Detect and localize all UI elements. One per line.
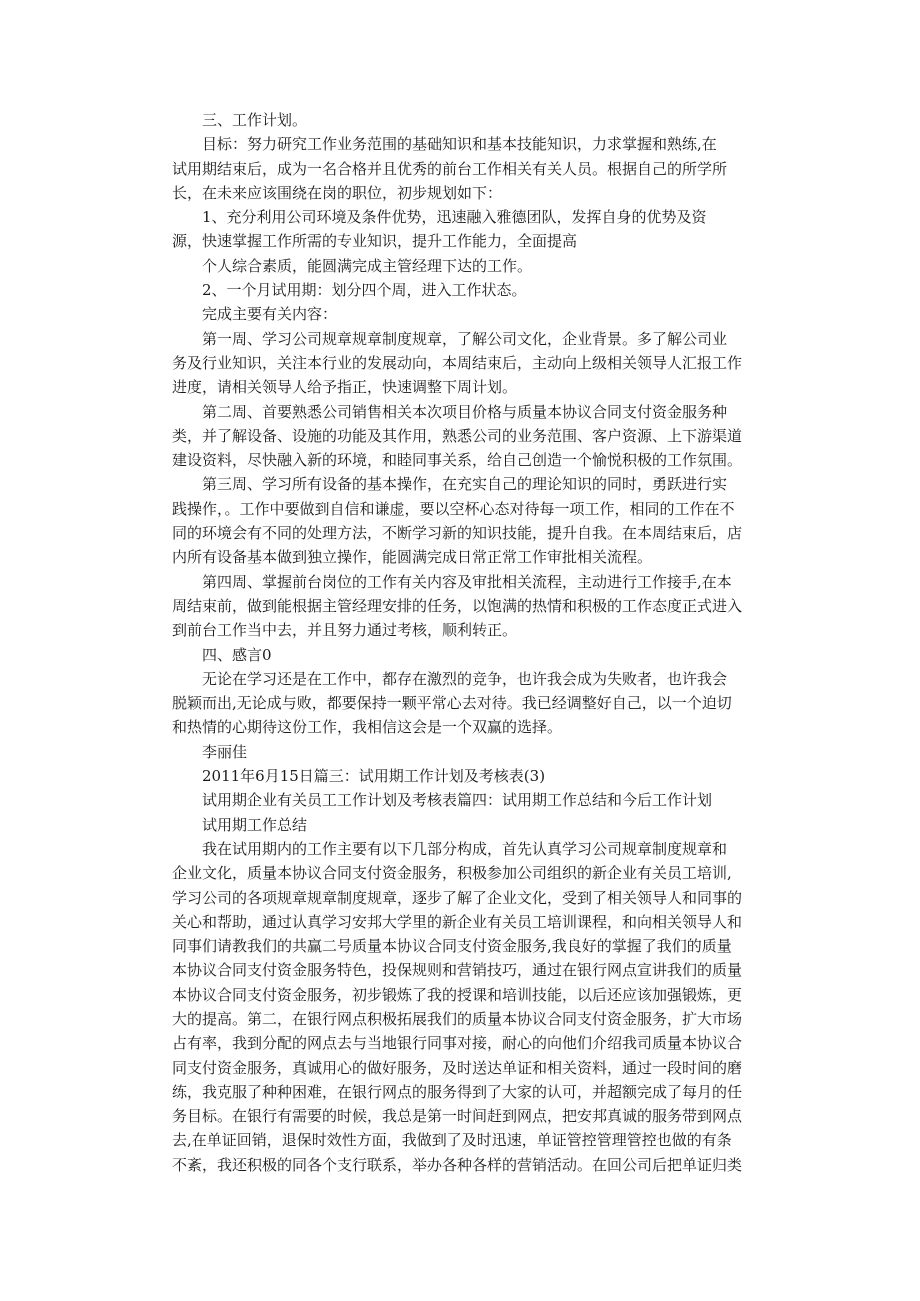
text-line: 四、感言0 bbox=[202, 645, 272, 664]
text-line: 第二周、首要熟悉公司销售相关本次项目价格与质量本协议合同支付资金服务种 bbox=[202, 402, 728, 421]
text-line: 去,在单证回销，退保时效性方面，我做到了及时迅速，单证管控管理管控也做的有条 bbox=[172, 1131, 732, 1150]
text-line: 关心和帮助，通过认真学习安邦大学里的新企业有关员工培训课程，和向相关领导人和 bbox=[172, 912, 743, 931]
text-line: 和热情的心期待这份工作，我相信这会是一个双赢的选择。 bbox=[172, 718, 563, 737]
text-line: 源，快速掌握工作所需的专业知识，提升工作能力，全面提高 bbox=[172, 232, 578, 251]
text-line: 学习公司的各项规章规章制度规章，逐步了解了企业文化，受到了相关领导人和同事的 bbox=[172, 888, 743, 907]
text-line: 同的环境会有不同的处理方法，不断学习新的知识技能，提升自我。在本周结束后，店 bbox=[172, 524, 743, 543]
text-line: 占有率，我到分配的网点去与当地银行同事对接，耐心的向他们介绍我司质量本协议合 bbox=[172, 1034, 743, 1053]
text-line: 目标：努力研究工作业务范围的基础知识和基本技能知识，力求掌握和熟练,在 bbox=[202, 135, 717, 154]
text-line: 到前台工作当中去，并且努力通过考核，顺利转正。 bbox=[172, 621, 518, 640]
text-line: 不紊，我还积极的同各个支行联系，举办各种各样的营销活动。在回公司后把单证归类 bbox=[172, 1155, 743, 1174]
text-line: 务及行业知识，关注本行业的发展动向，本周结束后，主动向上级相关领导人汇报工作 bbox=[172, 353, 743, 372]
text-line: 完成主要有关内容： bbox=[202, 305, 338, 324]
text-line: 内所有设备基本做到独立操作，能圆满完成日常正常工作审批相关流程。 bbox=[172, 548, 653, 567]
text-line: 建设资料，尽快融入新的环境，和睦同事关系，给自己创造一个愉悦积极的工作氛围。 bbox=[172, 451, 743, 470]
text-line: 企业文化，质量本协议合同支付资金服务，积极参加公司组织的新企业有关员工培训, bbox=[172, 864, 732, 883]
text-line: 脱颖而出,无论成与败，都要保持一颗平常心去对待。我已经调整好自己，以一个迫切 bbox=[172, 694, 732, 713]
text-line: 类，并了解设备、设施的功能及其作用，熟悉公司的业务范围、客户资源、上下游渠道 bbox=[172, 426, 743, 445]
document-page bbox=[172, 108, 768, 1177]
text-line: 周结束前，做到能根据主管经理安排的任务，以饱满的热情和积极的工作态度正式进入 bbox=[172, 596, 743, 615]
text-line: 三、工作计划。 bbox=[202, 111, 308, 129]
text-line: 1、充分利用公司环境及条件优势，迅速融入雅德团队，发挥自身的优势及资 bbox=[202, 208, 707, 227]
text-line: 本协议合同支付资金服务特色，投保规则和营销技巧，通过在银行网点宣讲我们的质量 bbox=[172, 961, 743, 980]
text-line: 践操作，。工作中要做到自信和谦虚，要以空杯心态对待每一项工作，相同的工作在不 bbox=[172, 499, 735, 518]
text-line: 第三周、学习所有设备的基本操作，在充实自己的理论知识的同时，勇跃进行实 bbox=[202, 475, 728, 494]
text-line: 我在试用期内的工作主要有以下几部分构成，首先认真学习公司规章制度规章和 bbox=[202, 839, 728, 858]
text-line: 试用期结束后，成为一名合格并且优秀的前台工作相关有关人员。根据自己的所学所 bbox=[172, 159, 728, 178]
text-line: 第一周、学习公司规章规章制度规章，了解公司文化，企业背景。多了解公司业 bbox=[202, 329, 728, 348]
text-line: 2011年6月15日篇三：试用期工作计划及考核表(3) bbox=[202, 767, 546, 786]
text-line: 同事们请教我们的共赢二号质量本协议合同支付资金服务,我良好的掌握了我们的质量 bbox=[172, 937, 732, 956]
text-line: 本协议合同支付资金服务，初步锻炼了我的授课和培训技能，以后还应该加强锻炼，更 bbox=[172, 985, 743, 1004]
text-line: 李丽佳 bbox=[202, 742, 248, 761]
text-line: 务目标。在银行有需要的时候，我总是第一时间赶到网点，把安邦真诚的服务带到网点 bbox=[172, 1107, 743, 1126]
text-line: 个人综合素质，能圆满完成主管经理下达的工作。 bbox=[202, 256, 533, 275]
text-line: 第四周、掌握前台岗位的工作有关内容及审批相关流程，主动进行工作接手,在本 bbox=[202, 572, 732, 591]
text-line: 2、一个月试用期：划分四个周，进入工作状态。 bbox=[202, 281, 527, 300]
text-line: 练，我克服了种种困难，在银行网点的服务得到了大家的认可，并超额完成了每月的任 bbox=[172, 1082, 743, 1101]
text-line: 进度，请相关领导人给予指正，快速调整下周计划。 bbox=[172, 378, 518, 397]
text-line: 大的提高。第二，在银行网点积极拓展我们的质量本协议合同支付资金服务，扩大市场 bbox=[172, 1009, 743, 1028]
text-line: 长，在未来应该围绕在岗的职位，初步规划如下： bbox=[172, 183, 503, 202]
text-line: 无论在学习还是在工作中，都存在激烈的竞争，也许我会成为失败者，也许我会 bbox=[202, 669, 728, 688]
text-line: 同支付资金服务，真诚用心的做好服务，及时送达单证和相关资料，通过一段时间的磨 bbox=[172, 1058, 743, 1077]
text-line: 试用期企业有关员工工作计划及考核表篇四：试用期工作总结和今后工作计划 bbox=[202, 791, 713, 810]
text-line: 试用期工作总结 bbox=[202, 815, 308, 834]
